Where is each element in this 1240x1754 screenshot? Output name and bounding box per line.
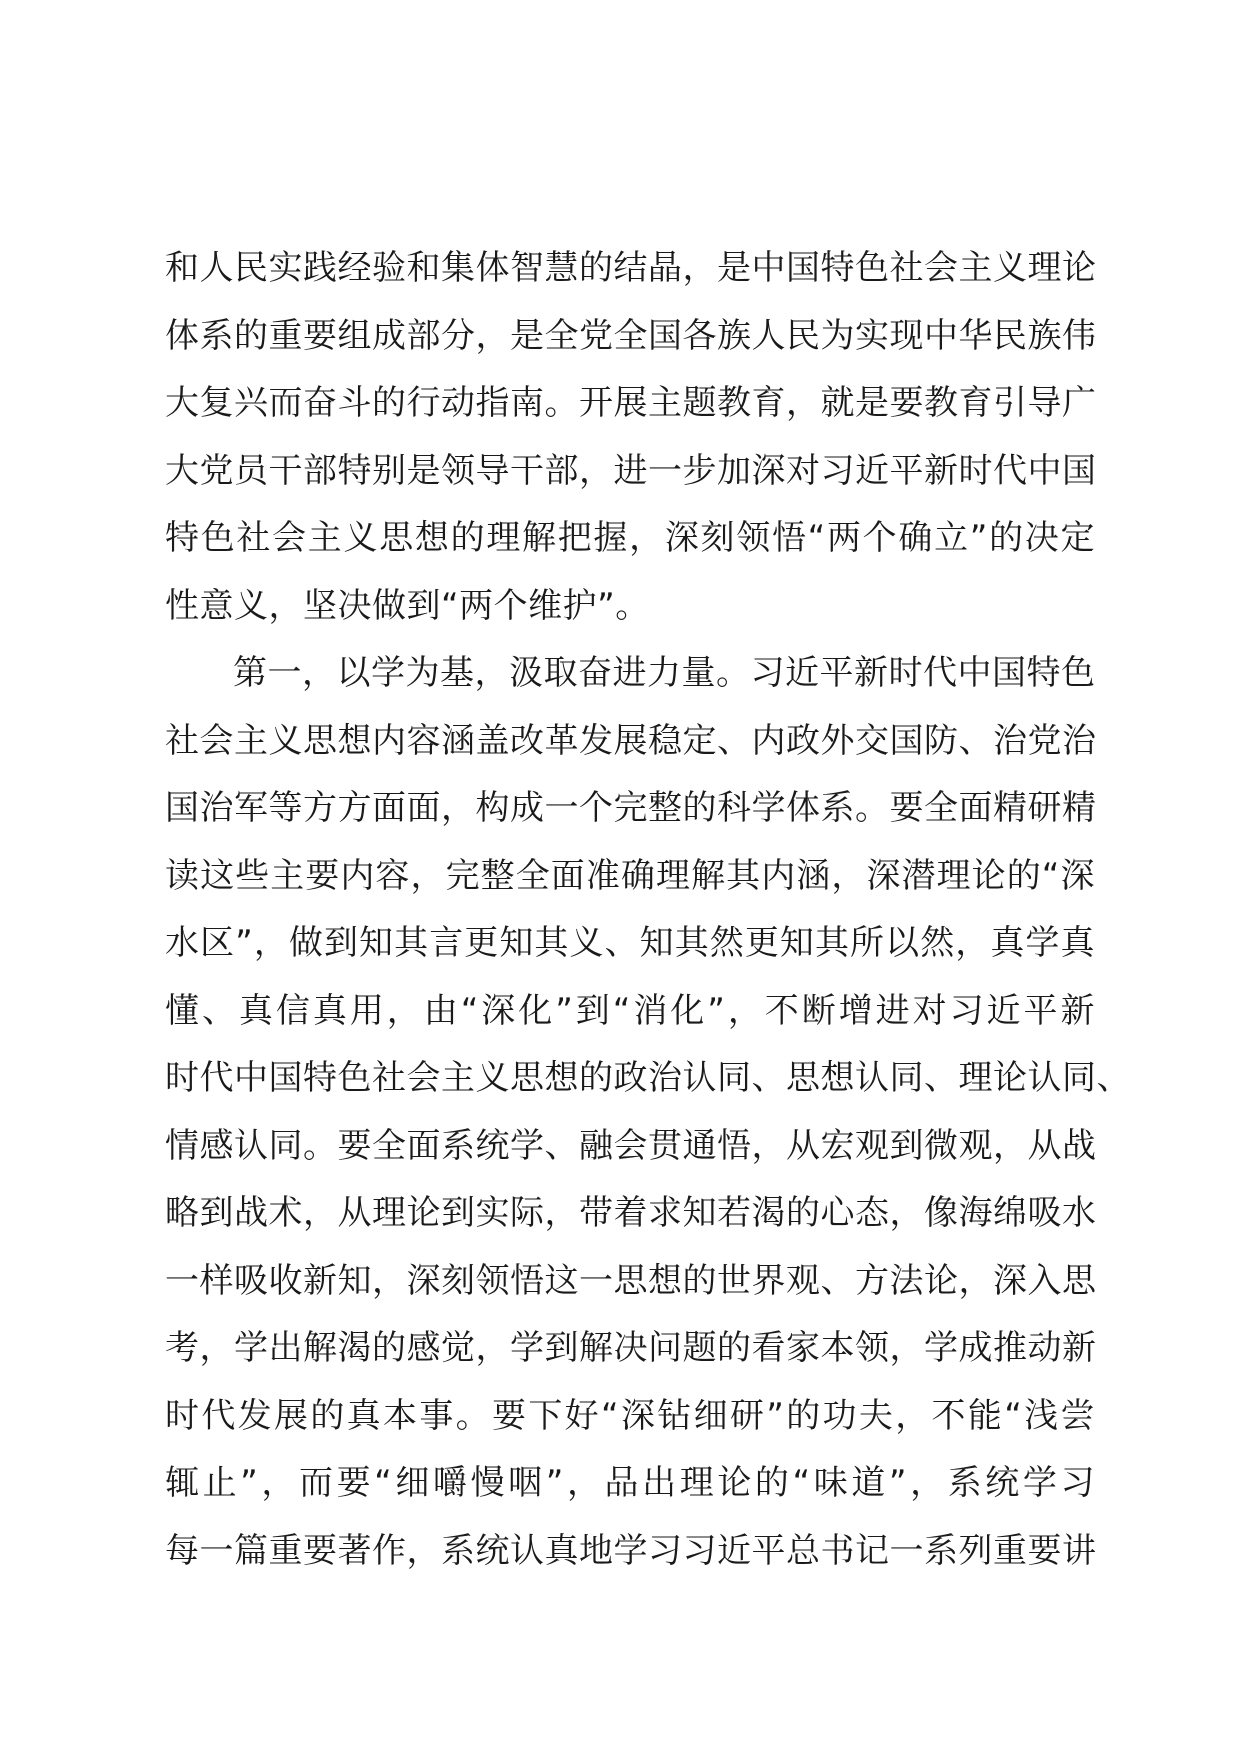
paragraph-2 <box>165 640 1131 1585</box>
paragraph-line: 时代发展的真本事。要下好“深钻细研”的功夫，不能“浅尝 <box>165 1395 1095 1436</box>
paragraph-line: 体系的重要组成部分，是全党全国各族人民为实现中华民族伟 <box>165 315 1097 356</box>
paragraph-line: 懂、真信真用，由“深化”到“消化”，不断增进对习近平新 <box>165 990 1095 1031</box>
paragraph-line: 水区”，做到知其言更知其义、知其然更知其所以然，真学真 <box>165 923 1095 963</box>
paragraph-line: 大党员干部特别是领导干部，进一步加深对习近平新时代中国 <box>165 450 1097 491</box>
body-text <box>165 235 1131 1585</box>
paragraph-line: 一样吸收新知，深刻领悟这一思想的世界观、方法论，深入思 <box>165 1260 1097 1301</box>
paragraph-line: 特色社会主义思想的理解把握，深刻领悟“两个确立”的决定 <box>165 518 1095 558</box>
paragraph-line: 略到战术，从理论到实际，带着求知若渴的心态，像海绵吸水 <box>165 1193 1097 1233</box>
paragraph-line: 社会主义思想内容涵盖改革发展稳定、内政外交国防、治党治 <box>165 720 1097 761</box>
paragraph-line: 每一篇重要著作，系统认真地学习习近平总书记一系列重要讲 <box>165 1530 1097 1571</box>
paragraph-1 <box>165 235 1095 640</box>
paragraph-line: 情感认同。要全面系统学、融会贯通悟，从宏观到微观，从战 <box>165 1125 1097 1166</box>
paragraph-line: 大复兴而奋斗的行动指南。开展主题教育，就是要教育引导广 <box>165 383 1097 423</box>
paragraph-line: 考，学出解渴的感觉，学到解决问题的看家本领，学成推动新 <box>165 1328 1097 1368</box>
paragraph-line: 辄止”，而要“细嚼慢咽”，品出理论的“味道”，系统学习 <box>165 1463 1095 1503</box>
paragraph-line: 国治军等方方面面，构成一个完整的科学体系。要全面精研精 <box>165 788 1097 828</box>
paragraph-line: 性意义，坚决做到“两个维护”。 <box>165 585 650 626</box>
paragraph-line: 时代中国特色社会主义思想的政治认同、思想认同、理论认同、 <box>165 1058 1131 1098</box>
paragraph-line: 读这些主要内容，完整全面准确理解其内涵，深潜理论的“深 <box>165 855 1095 896</box>
paragraph-line: 第一，以学为基，汲取奋进力量。习近平新时代中国特色 <box>233 653 1096 693</box>
paragraph-line: 和人民实践经验和集体智慧的结晶，是中国特色社会主义理论 <box>165 248 1097 288</box>
